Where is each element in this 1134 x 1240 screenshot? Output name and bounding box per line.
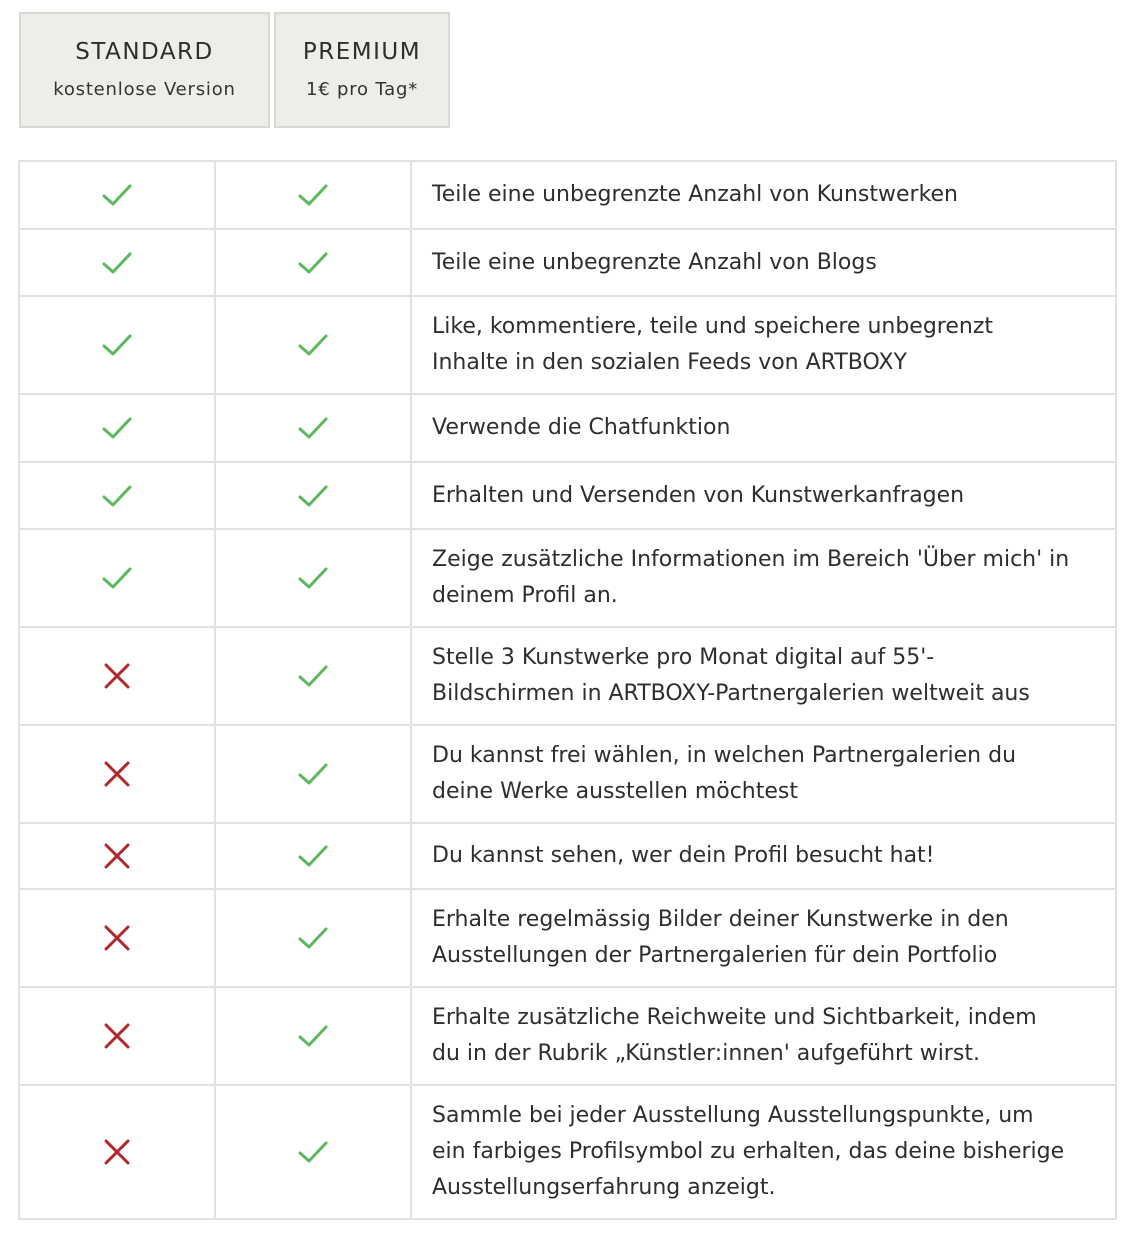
checkmark-icon xyxy=(296,561,330,595)
checkmark-icon xyxy=(100,561,134,595)
standard-availability-cell xyxy=(19,987,215,1085)
cross-icon xyxy=(100,921,134,955)
feature-description xyxy=(411,529,1116,627)
plan-header-standard xyxy=(19,12,270,128)
plan-subtitle: kostenlose Version xyxy=(53,78,236,100)
premium-availability-cell xyxy=(215,161,411,229)
feature-description-line: Erhalte zusätzliche Reichweite und Sichtbarkeit, indem xyxy=(432,1005,1037,1030)
checkmark-icon xyxy=(296,921,330,955)
checkmark-icon xyxy=(296,1135,330,1169)
standard-availability-cell xyxy=(19,1085,215,1219)
checkmark-icon xyxy=(100,328,134,362)
feature-description xyxy=(411,627,1116,725)
feature-description-line: Stelle 3 Kunstwerke pro Monat digital auf 55'- xyxy=(432,645,935,670)
feature-description-line: Inhalte in den sozialen Feeds von ARTBOXY xyxy=(432,350,907,375)
feature-description-line: Sammle bei jeder Ausstellung Ausstellungspunkte, um xyxy=(432,1103,1034,1128)
premium-availability-cell xyxy=(215,1085,411,1219)
feature-description-line: Like, kommentiere, teile und speichere unbegrenzt xyxy=(432,314,994,339)
feature-description-line: Bildschirmen in ARTBOXY-Partnergalerien weltweit aus xyxy=(432,681,1030,706)
checkmark-icon xyxy=(296,757,330,791)
standard-availability-cell xyxy=(19,394,215,462)
standard-availability-cell xyxy=(19,889,215,987)
cross-icon xyxy=(100,1135,134,1169)
feature-description xyxy=(411,987,1116,1085)
feature-description-line: Ausstellungen der Partnergalerien für dein Portfolio xyxy=(432,943,998,968)
plan-subtitle: 1€ pro Tag* xyxy=(305,78,419,100)
cross-icon xyxy=(100,659,134,693)
checkmark-icon xyxy=(100,178,134,212)
feature-description-line: Erhalten und Versenden von Kunstwerkanfragen xyxy=(432,482,965,508)
premium-availability-cell xyxy=(215,462,411,529)
feature-description xyxy=(411,725,1116,823)
feature-description-line: Du kannst frei wählen, in welchen Partnergalerien du xyxy=(432,743,1017,768)
checkmark-icon xyxy=(100,411,134,445)
premium-availability-cell xyxy=(215,889,411,987)
feature-description-line: Erhalte regelmässig Bilder deiner Kunstwerke in den xyxy=(432,907,1009,932)
feature-description-line: Du kannst sehen, wer dein Profil besucht hat! xyxy=(432,843,935,868)
plan-name: STANDARD xyxy=(75,38,214,65)
feature-description-line: deinem Profil an. xyxy=(432,583,618,608)
standard-availability-cell xyxy=(19,296,215,394)
feature-row xyxy=(19,987,1116,1085)
feature-description-line: Teile eine unbegrenzte Anzahl von Blogs xyxy=(432,249,877,275)
standard-availability-cell xyxy=(19,823,215,889)
checkmark-icon xyxy=(296,1019,330,1053)
feature-description-line: ein farbiges Profilsymbol zu erhalten, das deine bisherige xyxy=(432,1139,1065,1164)
standard-availability-cell xyxy=(19,529,215,627)
feature-description xyxy=(411,296,1116,394)
feature-rows xyxy=(19,161,1116,1219)
feature-row xyxy=(19,889,1116,987)
feature-row xyxy=(19,296,1116,394)
checkmark-icon xyxy=(296,659,330,693)
premium-availability-cell xyxy=(215,987,411,1085)
feature-row xyxy=(19,725,1116,823)
feature-description xyxy=(411,394,1116,462)
feature-description-line: Teile eine unbegrenzte Anzahl von Kunstwerken xyxy=(432,182,959,207)
cross-icon xyxy=(100,839,134,873)
feature-description xyxy=(411,462,1116,529)
checkmark-icon xyxy=(296,328,330,362)
premium-availability-cell xyxy=(215,725,411,823)
standard-availability-cell xyxy=(19,229,215,296)
checkmark-icon xyxy=(296,839,330,873)
feature-description-line: du in der Rubrik „Künstler:innen' aufgeführt wirst. xyxy=(432,1041,980,1066)
feature-description-line: Verwende die Chatfunktion xyxy=(432,415,731,440)
feature-description-line: Ausstellungserfahrung anzeigt. xyxy=(432,1175,776,1200)
feature-description xyxy=(411,889,1116,987)
feature-row xyxy=(19,394,1116,462)
feature-row xyxy=(19,161,1116,229)
feature-row xyxy=(19,229,1116,296)
standard-availability-cell xyxy=(19,627,215,725)
cross-icon xyxy=(100,1019,134,1053)
feature-description-line: Zeige zusätzliche Informationen im Bereich 'Über mich' in xyxy=(432,547,1070,572)
checkmark-icon xyxy=(296,479,330,513)
premium-availability-cell xyxy=(215,296,411,394)
premium-availability-cell xyxy=(215,229,411,296)
premium-availability-cell xyxy=(215,627,411,725)
feature-row xyxy=(19,529,1116,627)
premium-availability-cell xyxy=(215,823,411,889)
plan-header-premium xyxy=(274,12,450,128)
feature-row xyxy=(19,1085,1116,1219)
standard-availability-cell xyxy=(19,725,215,823)
cross-icon xyxy=(100,757,134,791)
checkmark-icon xyxy=(296,411,330,445)
checkmark-icon xyxy=(296,178,330,212)
checkmark-icon xyxy=(296,246,330,280)
plan-name: PREMIUM xyxy=(302,38,422,65)
feature-row xyxy=(19,823,1116,889)
checkmark-icon xyxy=(100,479,134,513)
feature-description xyxy=(411,161,1116,229)
premium-availability-cell xyxy=(215,394,411,462)
feature-description xyxy=(411,823,1116,889)
checkmark-icon xyxy=(100,246,134,280)
feature-comparison-table xyxy=(18,160,1117,1220)
feature-description xyxy=(411,1085,1116,1219)
standard-availability-cell xyxy=(19,462,215,529)
premium-availability-cell xyxy=(215,529,411,627)
feature-description-line: deine Werke ausstellen möchtest xyxy=(432,779,798,804)
feature-row xyxy=(19,627,1116,725)
feature-description xyxy=(411,229,1116,296)
standard-availability-cell xyxy=(19,161,215,229)
feature-row xyxy=(19,462,1116,529)
